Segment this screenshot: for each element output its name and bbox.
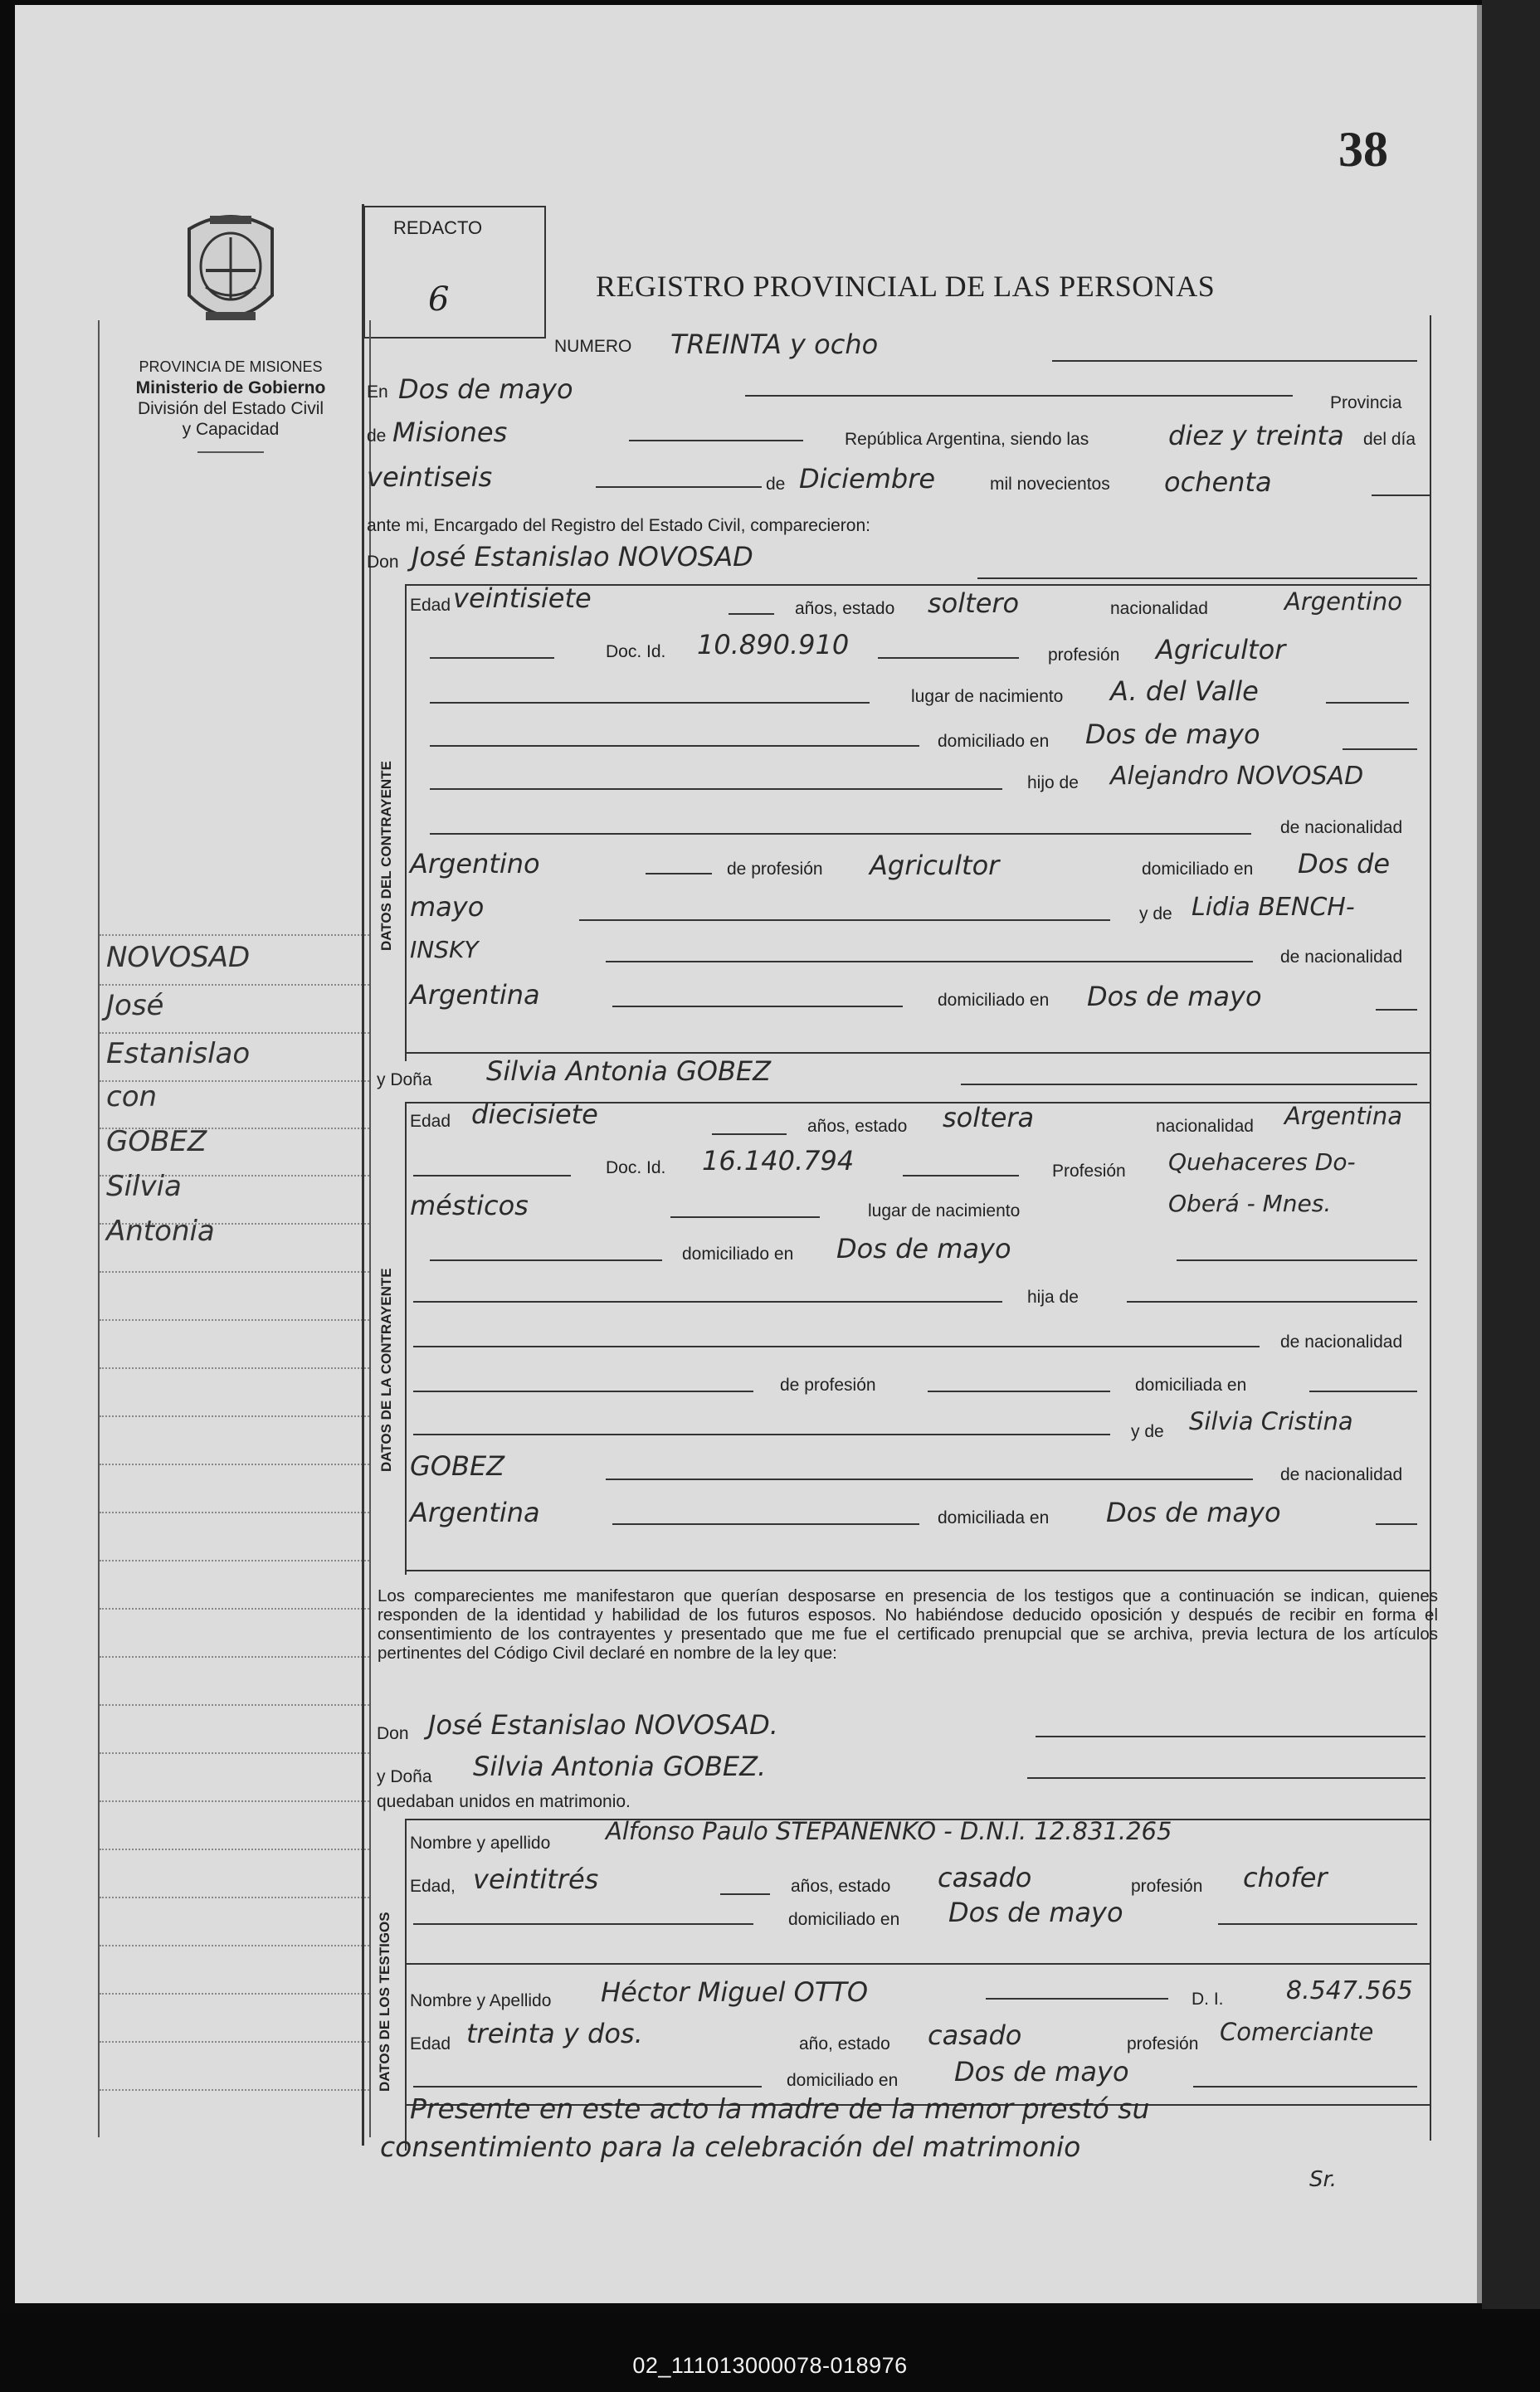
margin-note-6: Silvia [106,1170,182,1203]
margin-note-4: con [106,1080,158,1113]
t1-profesion-label: profesión [1131,1877,1203,1896]
c-padre-nac: Argentino [410,848,540,879]
c-padre-prof: Agricultor [870,850,1000,881]
horas-value: diez y treinta [1168,420,1344,451]
t1-edad: veintitrés [473,1863,599,1895]
t1-anios-estado-label: años, estado [791,1877,891,1896]
binding-edge [1482,0,1540,2309]
en-label: En [367,382,388,402]
f-madre-dom: Dos de mayo [1106,1497,1281,1528]
don-label: Don [367,553,399,572]
f-madre-dom-label: domiciliada en [938,1508,1050,1527]
c-lugar-nac: A. del Valle [1110,675,1259,707]
t2-domicilio: Dos de mayo [954,2056,1129,2088]
dona-label: y Doña [377,1070,432,1089]
c-anios-estado-label: años, estado [795,599,895,618]
c-de-nacionalidad-label: de nacionalidad [1280,818,1403,837]
republica-label: República Argentina, siendo las [845,430,1089,449]
f-de-profesion-label: de profesión [780,1376,876,1395]
f-edad: diecisiete [471,1099,598,1130]
t2-anio-estado-label: año, estado [799,2034,890,2053]
provincia-value: Misiones [392,417,508,448]
c-edad-label: Edad [410,596,451,615]
c-y-de-label: y de [1139,904,1172,923]
f-de-nacionalidad-label: de nacionalidad [1280,1332,1403,1352]
f-lugar-nac: Oberá - Mnes. [1168,1190,1332,1217]
contrayente-section-label: DATOS DEL CONTRAYENTE [378,761,394,951]
margin-note-2: José [106,989,164,1022]
f-profesion: Quehaceres Do- [1168,1148,1356,1176]
nota-line-1: Presente en este acto la madre de la menor prestó su [410,2092,1150,2125]
t1-nombre-label: Nombre y apellido [410,1834,551,1853]
testigos-section-label: DATOS DE LOS TESTIGOS [377,1912,392,2092]
c-profesion: Agricultor [1156,634,1286,665]
declaracion-paragraph: Los comparecientes me manifestaron que querían desposarse en presencia de los testigos que a continuación se indican, quienes responden de la identidad y habilidad de los futuros esposos. No habiéndose deducido oposición y después de recibir en forma el consentimiento de los contrayentes y presentado que me fue el certificado prenupcial que se archiva, previa lectura de los artículos pertinentes del Código Civil declaré en nombre de la ley que: [378,1586,1438,1663]
redacto-label: REDACTO [393,217,483,238]
provincial-seal-icon [173,204,289,337]
f-lugar-nac-label: lugar de nacimiento [868,1201,1021,1220]
numero-label: NUMERO [554,337,632,356]
nota-sr: Sr. [1309,2167,1338,2192]
issuer-province: PROVINCIA DE MISIONES [139,358,323,375]
c-doc-label: Doc. Id. [606,642,666,661]
t2-nombre-label: Nombre y Apellido [410,1991,552,2010]
document-title: REGISTRO PROVINCIAL DE LAS PERSONAS [596,270,1216,303]
t2-estado: casado [928,2019,1022,2051]
t2-profesion-label: profesión [1127,2034,1199,2053]
t1-profesion: chofer [1243,1862,1328,1893]
c-nacionalidad: Argentino [1284,587,1402,616]
issuer-division: División del Estado Civil [137,399,324,418]
numero-value: TREINTA y ocho [670,329,879,360]
c-de-profesion-label: de profesión [727,860,823,879]
provincia-label: Provincia [1330,393,1402,412]
c-madre: Lidia BENCH- [1192,893,1355,922]
decl-dona: Silvia Antonia GOBEZ. [473,1751,767,1782]
f-doc: 16.140.794 [702,1145,855,1177]
f-y-de-label: y de [1131,1422,1164,1441]
c-doc: 10.890.910 [697,629,850,660]
issuer-division-2: y Capacidad [182,420,280,439]
page-number: 38 [1338,122,1388,177]
issuer-ministry: Ministerio de Gobierno [135,378,326,397]
t1-nombre: Alfonso Paulo STEPANENKO - D.N.I. 12.831.265 [606,1817,1172,1845]
margin-note-7: Antonia [106,1215,215,1248]
c-padre: Alejandro NOVOSAD [1110,762,1364,791]
f-profesion-label: Profesión [1052,1162,1126,1181]
f-madre: Silvia Cristina [1189,1407,1353,1435]
redacto-value: 6 [428,280,450,319]
scan-id: 02_111013000078-018976 [632,2353,908,2378]
t1-edad-label: Edad, [410,1877,456,1896]
mes-value: Diciembre [799,463,936,494]
t2-profesion: Comerciante [1220,2018,1374,2046]
decl-don: José Estanislao NOVOSAD. [428,1709,778,1741]
t1-estado: casado [938,1862,1032,1893]
f-de-nacionalidad-label-2: de nacionalidad [1280,1465,1403,1484]
f-doc-label: Doc. Id. [606,1158,666,1177]
f-anios-estado-label: años, estado [807,1117,908,1136]
f-domiciliada-label: domiciliada en [1135,1376,1247,1395]
lugar-value: Dos de mayo [398,373,573,405]
mil-label: mil novecientos [990,475,1110,494]
f-profesion-2: mésticos [410,1190,529,1221]
c-padre-dom: Dos de [1298,848,1391,879]
margin-note-1: NOVOSAD [106,941,251,974]
margin-note-5: GOBEZ [106,1125,207,1158]
c-profesion-label: profesión [1048,645,1120,665]
t1-domicilio-label: domiciliado en [788,1910,900,1929]
c-estado: soltero [928,587,1020,619]
t2-nombre: Héctor Miguel OTTO [601,1976,869,2008]
contrayenta-nombre: Silvia Antonia GOBEZ [486,1055,772,1087]
de-label-2: de [766,475,786,494]
c-domicilio: Dos de mayo [1085,719,1260,750]
f-madre-2: GOBEZ [410,1450,505,1482]
anio-value: ochenta [1164,466,1272,498]
c-padre-dom-label: domiciliado en [1142,860,1254,879]
c-madre-2: INSKY [410,936,479,963]
decl-unidos: quedaban unidos en matrimonio. [377,1792,631,1811]
contrayenta-section-label: DATOS DE LA CONTRAYENTE [378,1268,394,1472]
t1-domicilio: Dos de mayo [948,1897,1123,1928]
c-edad: veintisiete [453,582,592,614]
t2-di: 8.547.565 [1286,1976,1413,2005]
del-dia-label: del día [1363,430,1416,449]
t2-edad-label: Edad [410,2034,451,2053]
c-de-nacionalidad-label-2: de nacionalidad [1280,948,1403,967]
margin-note-3: Estanislao [106,1037,251,1070]
decl-don-label: Don [377,1724,409,1743]
contrayente-nombre: José Estanislao NOVOSAD [412,541,753,572]
t2-domicilio-label: domiciliado en [787,2071,899,2090]
decl-dona-label: y Doña [377,1767,432,1786]
f-domicilio-label: domiciliado en [682,1245,794,1264]
t2-di-label: D. I. [1192,1990,1224,2009]
c-madre-dom-label: domiciliado en [938,991,1050,1010]
f-hija-label: hija de [1027,1288,1079,1307]
t2-edad: treinta y dos. [466,2018,643,2049]
c-madre-nac: Argentina [410,979,540,1011]
c-padre-dom-2: mayo [410,891,485,923]
de-label: de [367,426,387,446]
nota-line-2: consentimiento para la celebración del matrimonio [380,2131,1081,2163]
f-estado: soltera [943,1102,1035,1133]
c-nacionalidad-label: nacionalidad [1110,599,1208,618]
f-edad-label: Edad [410,1112,451,1131]
ante-label: ante mi, Encargado del Registro del Estado Civil, comparecieron: [367,516,870,535]
f-nacionalidad: Argentina [1284,1102,1402,1130]
f-madre-nac: Argentina [410,1497,540,1528]
f-domicilio: Dos de mayo [836,1233,1011,1264]
register-page [15,5,1485,2303]
redacto-box [363,206,546,339]
c-domicilio-label: domiciliado en [938,732,1050,751]
c-hijo-label: hijo de [1027,773,1079,792]
f-nacionalidad-label: nacionalidad [1156,1117,1254,1136]
c-lugar-nac-label: lugar de nacimiento [911,687,1064,706]
dia-value: veintiseis [367,461,493,493]
c-madre-dom: Dos de mayo [1087,981,1262,1012]
